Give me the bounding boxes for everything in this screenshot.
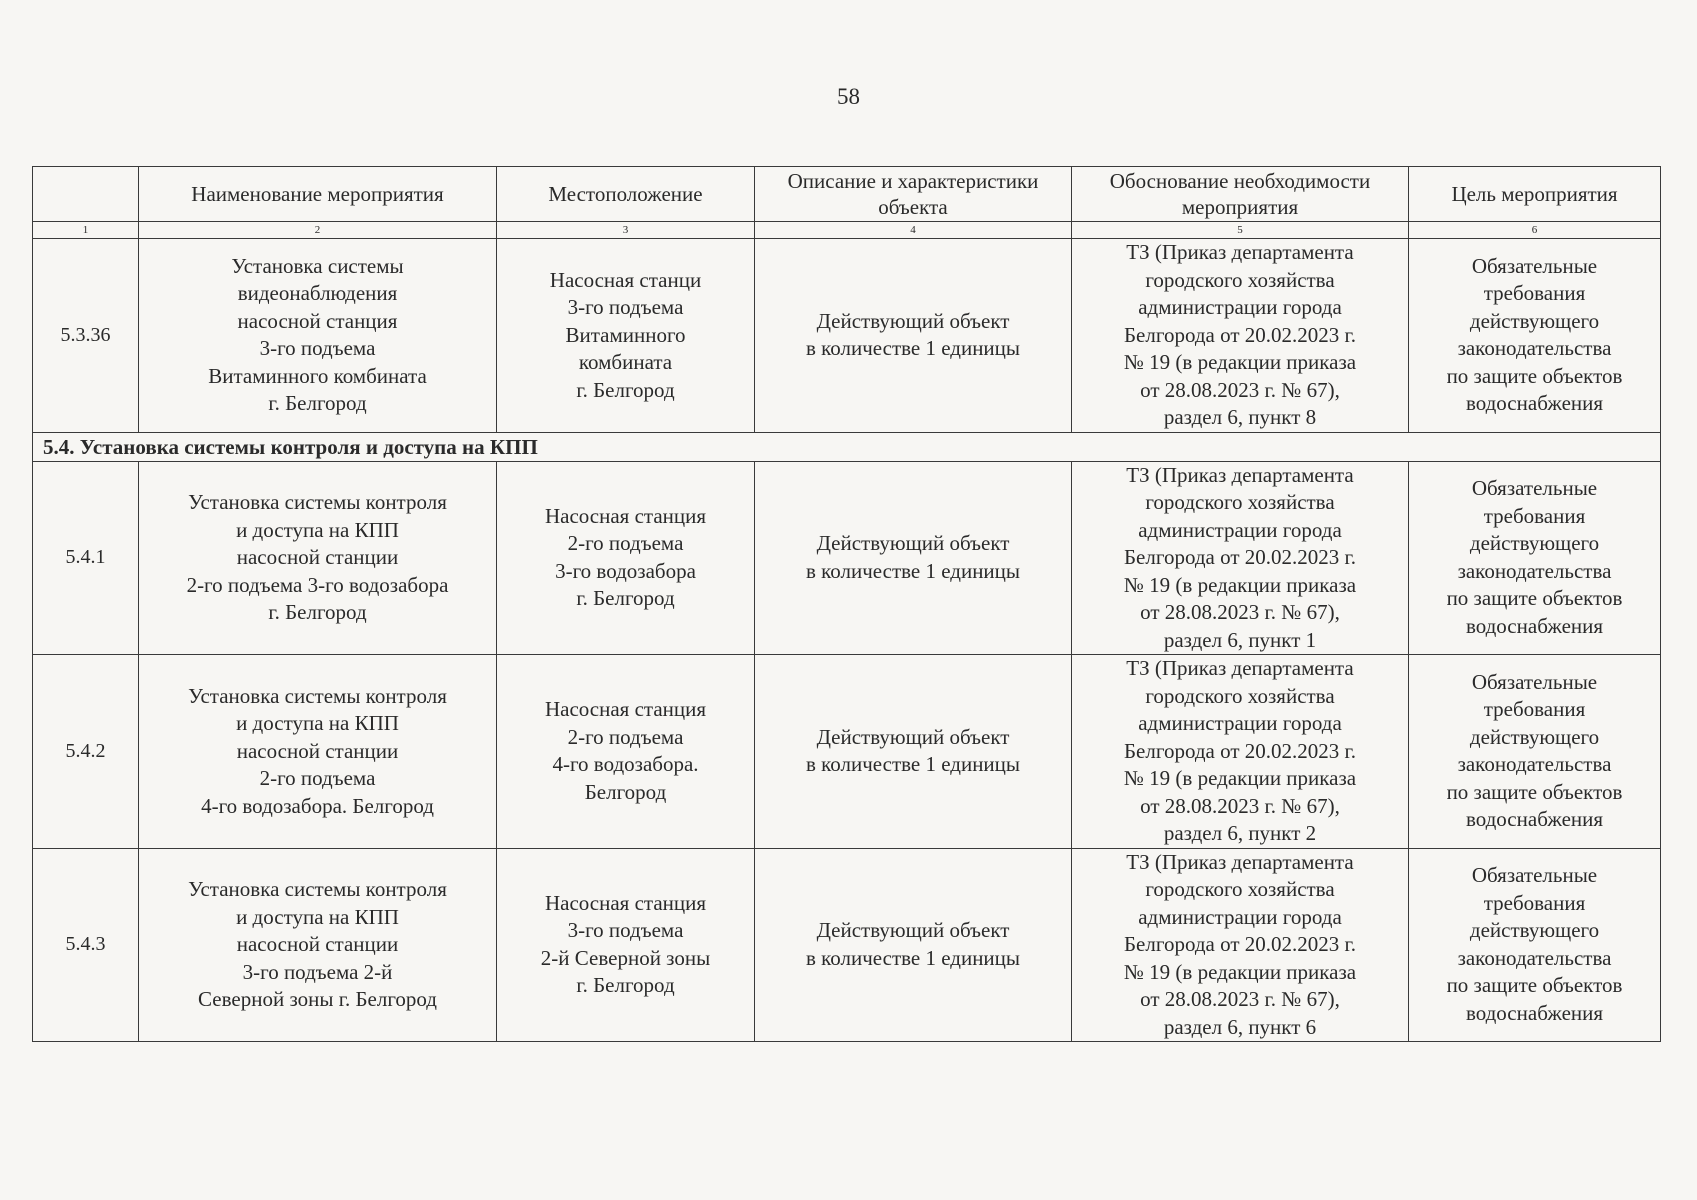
column-number-row: [33, 222, 1661, 239]
section-heading-row: [33, 432, 1661, 461]
object-description: Действующий объект в количестве 1 единицы: [755, 655, 1072, 849]
table-row: [33, 848, 1661, 1042]
page-number: 58: [837, 84, 860, 109]
measure-location: Насосная станция 2-го подъема 4-го водозабора. Белгород: [497, 655, 755, 849]
measure-goal: Обязательные требования действующего законодательства по защите объектов водоснабжения: [1409, 655, 1661, 849]
row-number: 5.3.36: [33, 239, 139, 433]
table-row: [33, 655, 1661, 849]
column-header-name: Наименование мероприятия: [139, 167, 497, 222]
measure-name: Установка системы контроля и доступа на КПП насосной станции 2-го подъема 4-го водозабора. Белгород: [139, 655, 497, 849]
measure-name: Установка системы видеонаблюдения насосной станция 3-го подъема Витаминного комбината г. Белгород: [139, 239, 497, 433]
column-number: 4: [755, 222, 1072, 239]
row-number: 5.4.1: [33, 461, 139, 655]
column-number: 5: [1072, 222, 1409, 239]
column-number: 2: [139, 222, 497, 239]
table-row: [33, 461, 1661, 655]
measure-name: Установка системы контроля и доступа на КПП насосной станции 2-го подъема 3-го водозабора г. Белгород: [139, 461, 497, 655]
measure-justification: ТЗ (Приказ департамента городского хозяйства администрации города Белгорода от 20.02.2023 г. № 19 (в редакции приказа от 28.08.2023 г. № 67), раздел 6, пункт 1: [1072, 461, 1409, 655]
row-number: 5.4.2: [33, 655, 139, 849]
column-number: 3: [497, 222, 755, 239]
column-header-justification: Обоснование необходимости мероприятия: [1072, 167, 1409, 222]
measure-justification: ТЗ (Приказ департамента городского хозяйства администрации города Белгорода от 20.02.2023 г. № 19 (в редакции приказа от 28.08.2023 г. № 67), раздел 6, пункт 8: [1072, 239, 1409, 433]
measure-goal: Обязательные требования действующего законодательства по защите объектов водоснабжения: [1409, 461, 1661, 655]
measure-goal: Обязательные требования действующего законодательства по защите объектов водоснабжения: [1409, 239, 1661, 433]
table-row: [33, 239, 1661, 433]
object-description: Действующий объект в количестве 1 единицы: [755, 239, 1072, 433]
measure-location: Насосная станци 3-го подъема Витаминного комбината г. Белгород: [497, 239, 755, 433]
measure-name: Установка системы контроля и доступа на КПП насосной станции 3-го подъема 2-й Северной зоны г. Белгород: [139, 848, 497, 1042]
column-header-description: Описание и характеристики объекта: [755, 167, 1072, 222]
section-heading: 5.4. Установка системы контроля и доступа на КПП: [33, 432, 1661, 461]
measure-location: Насосная станция 3-го подъема 2-й Северной зоны г. Белгород: [497, 848, 755, 1042]
measure-justification: ТЗ (Приказ департамента городского хозяйства администрации города Белгорода от 20.02.2023 г. № 19 (в редакции приказа от 28.08.2023 г. № 67), раздел 6, пункт 6: [1072, 848, 1409, 1042]
object-description: Действующий объект в количестве 1 единицы: [755, 461, 1072, 655]
measure-goal: Обязательные требования действующего законодательства по защите объектов водоснабжения: [1409, 848, 1661, 1042]
column-header-goal: Цель мероприятия: [1409, 167, 1661, 222]
table-header-row: [33, 167, 1661, 222]
column-number: 6: [1409, 222, 1661, 239]
measures-table: [32, 166, 1661, 1042]
measure-justification: ТЗ (Приказ департамента городского хозяйства администрации города Белгорода от 20.02.2023 г. № 19 (в редакции приказа от 28.08.2023 г. № 67), раздел 6, пункт 2: [1072, 655, 1409, 849]
object-description: Действующий объект в количестве 1 единицы: [755, 848, 1072, 1042]
column-number: 1: [33, 222, 139, 239]
row-number: 5.4.3: [33, 848, 139, 1042]
column-header-number: [33, 167, 139, 222]
column-header-location: Местоположение: [497, 167, 755, 222]
measure-location: Насосная станция 2-го подъема 3-го водозабора г. Белгород: [497, 461, 755, 655]
